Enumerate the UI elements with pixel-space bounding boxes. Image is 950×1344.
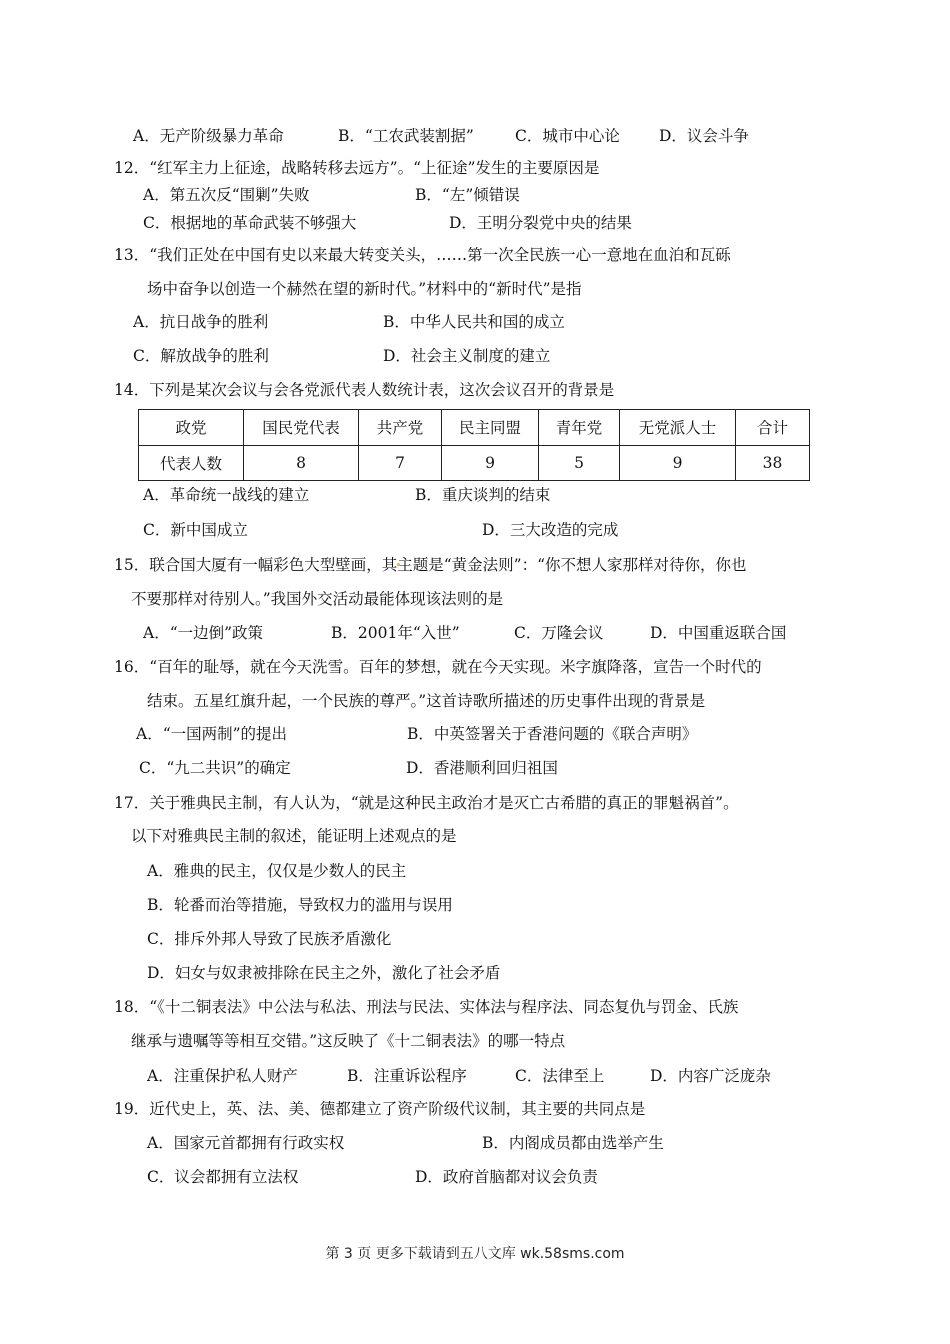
q11-option-a: A．无产阶级暴力革命	[133, 127, 284, 145]
q14-option-a: A．革命统一战线的建立	[143, 486, 310, 504]
q12-option-d: D．王明分裂党中央的结果	[449, 214, 632, 232]
q15-option-c: C．万隆会议	[514, 624, 604, 642]
table-header-row	[139, 410, 810, 446]
q11-option-c: C．城市中心论	[515, 127, 620, 145]
table-cell: 民主同盟	[442, 410, 539, 446]
q15-stem-line2: 不要那样对待别人。”我国外交活动最能体现该法则的是	[131, 590, 504, 608]
q14-option-b: B．重庆谈判的结束	[415, 486, 551, 504]
q17-option-c: C．排斥外邦人导致了民族矛盾激化	[147, 930, 392, 948]
q15-option-d: D．中国重返联合国	[650, 624, 787, 642]
q12-option-b: B．“左”倾错误	[415, 186, 520, 204]
q17-option-d: D．妇女与奴隶被排除在民主之外，激化了社会矛盾	[147, 964, 501, 982]
table-cell: 代表人数	[139, 445, 244, 481]
table-cell: 合计	[736, 410, 810, 446]
q12-option-c: C．根据地的革命武装不够强大	[143, 214, 357, 232]
q11-option-b: B．“工农武装割据”	[338, 127, 474, 145]
q12-stem: 12．“红军主力上征途，战略转移去远方”。“上征途”发生的主要原因是	[114, 159, 600, 177]
q11-option-d: D．议会斗争	[659, 127, 749, 145]
q17-stem-line2: 以下对雅典民主制的叙述，能证明上述观点的是	[131, 827, 457, 845]
q13-option-b: B．中华人民共和国的成立	[383, 313, 565, 331]
table-cell: 5	[539, 445, 620, 481]
q14-option-c: C．新中国成立	[143, 521, 248, 539]
q16-option-c: C．“九二共识”的确定	[139, 759, 291, 777]
q18-option-c: C．法律至上	[515, 1067, 605, 1085]
q17-option-b: B．轮番而治等措施，导致权力的滥用与误用	[147, 896, 453, 914]
q19-stem: 19．近代史上，英、法、美、德都建立了资产阶级代议制，其主要的共同点是	[114, 1100, 646, 1118]
q16-option-a: A．“一国两制”的提出	[136, 725, 288, 743]
table-cell: 7	[359, 445, 442, 481]
q13-stem-line2: 场中奋争以创造一个赫然在望的新时代。”材料中的“新时代”是指	[147, 280, 582, 298]
q13-option-c: C．解放战争的胜利	[133, 347, 269, 365]
table-cell: 9	[620, 445, 736, 481]
q16-option-d: D．香港顺利回归祖国	[406, 759, 558, 777]
q19-option-b: B．内阁成员都由选举产生	[482, 1134, 664, 1152]
q16-stem-line1: 16．“百年的耻辱，就在今天洗雪。百年的梦想，就在今天实现。米字旗降落，宣告一个时代的	[114, 658, 762, 676]
q18-option-d: D．内容广泛庞杂	[650, 1067, 771, 1085]
q18-stem-line2: 继承与遗嘱等等相互交错。”这反映了《十二铜表法》的哪一特点	[131, 1032, 566, 1050]
q16-stem-line2: 结束。五星红旗升起，一个民族的尊严。”这首诗歌所描述的历史事件出现的背景是	[147, 692, 706, 710]
q18-option-a: A．注重保护私人财产	[147, 1067, 298, 1085]
page-footer: 第 3 页 更多下载请到五八文库 wk.58sms.com	[325, 1246, 625, 1262]
q19-option-d: D．政府首脑都对议会负责	[415, 1168, 598, 1186]
table-cell: 9	[442, 445, 539, 481]
q16-option-b: B．中英签署关于香港问题的《联合声明》	[407, 725, 698, 743]
q13-option-a: A．抗日战争的胜利	[133, 313, 269, 331]
table-cell: 8	[244, 445, 359, 481]
q15-stem-line1: 15．联合国大厦有一幅彩色大型壁画，其主题是“黄金法则”：“你不想人家那样对待你，你也	[114, 556, 747, 574]
party-representatives-table	[138, 409, 810, 481]
table-row	[139, 445, 810, 481]
q12-option-a: A．第五次反“围剿”失败	[143, 186, 310, 204]
q14-option-d: D．三大改造的完成	[482, 521, 619, 539]
table-cell: 共产党	[359, 410, 442, 446]
q15-option-a: A．“一边倒”政策	[143, 624, 264, 642]
table-cell: 38	[736, 445, 810, 481]
q19-option-c: C．议会都拥有立法权	[147, 1168, 299, 1186]
q18-stem-line1: 18．“《十二铜表法》中公法与私法、刑法与民法、实体法与程序法、同态复仇与罚金、氏族	[114, 998, 739, 1016]
table-cell: 政党	[139, 410, 244, 446]
q17-stem-line1: 17．关于雅典民主制，有人认为，“就是这种民主政治才是灭亡古希腊的真正的罪魁祸首”。	[114, 794, 739, 812]
q14-stem: 14．下列是某次会议与会各党派代表人数统计表，这次会议召开的背景是	[114, 381, 615, 399]
q13-option-d: D．社会主义制度的建立	[383, 347, 551, 365]
q13-stem-line1: 13．“我们正处在中国有史以来最大转变关头，……第一次全民族一心一意地在血泊和瓦砾	[114, 246, 731, 264]
table-cell: 国民党代表	[244, 410, 359, 446]
q15-option-b: B．2001年“入世”	[331, 624, 460, 642]
q19-option-a: A．国家元首都拥有行政实权	[147, 1134, 345, 1152]
q17-option-a: A．雅典的民主，仅仅是少数人的民主	[147, 862, 407, 880]
table-cell: 无党派人士	[620, 410, 736, 446]
table-cell: 青年党	[539, 410, 620, 446]
q18-option-b: B．注重诉讼程序	[347, 1067, 467, 1085]
